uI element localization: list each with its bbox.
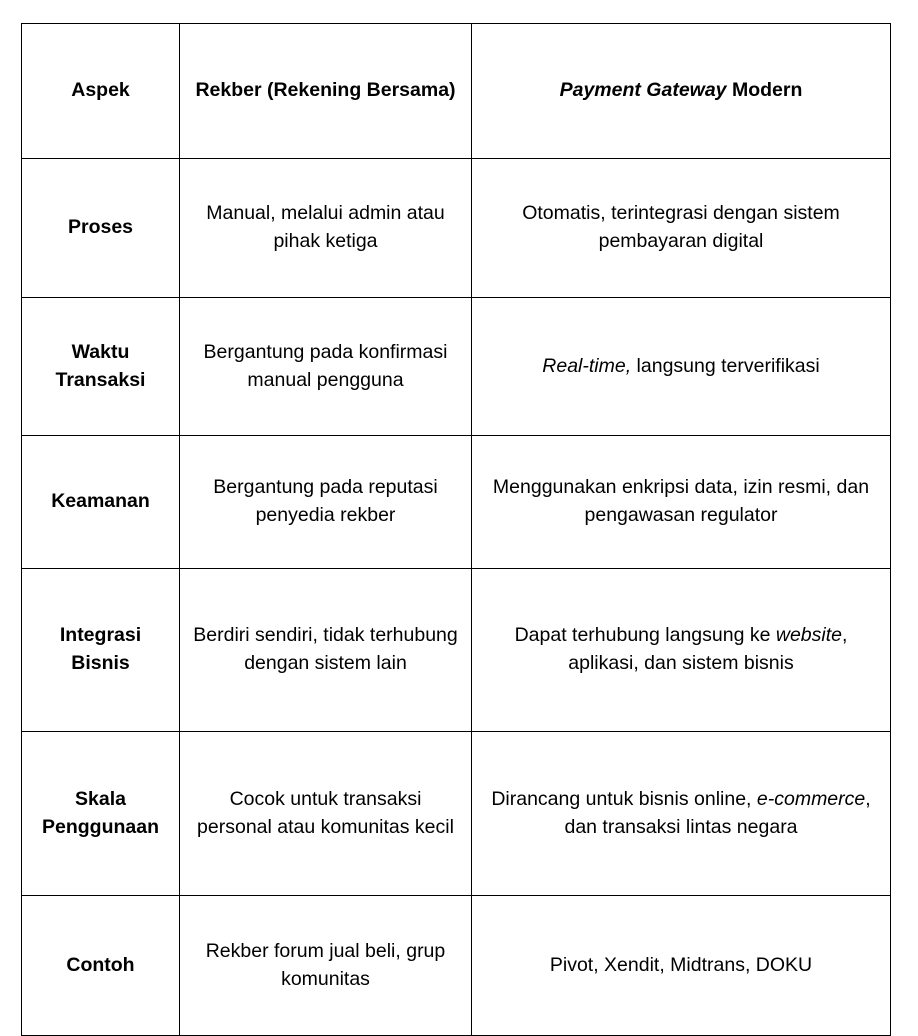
table-row [22,732,891,896]
cell-gateway-skala-penggunaan-rest: , dan transaksi lintas negara [564,787,871,838]
column-header-payment-gateway [472,24,891,159]
cell-gateway-skala-penggunaan [472,732,891,896]
cell-gateway-skala-penggunaan-pre: Dirancang untuk bisnis online, [491,787,757,810]
cell-rekber-integrasi-bisnis: Berdiri sendiri, tidak terhubung dengan sistem lain [180,569,472,732]
cell-gateway-integrasi-bisnis-rest: , aplikasi, dan sistem bisnis [568,624,848,674]
table-row [22,896,891,1036]
cell-gateway-waktu-transaksi-rest: langsung terverifikasi [631,354,820,377]
table-row [22,569,891,732]
table-row [22,298,891,436]
cell-gateway-contoh: Pivot, Xendit, Midtrans, DOKU [472,896,891,1036]
column-header-payment-gateway-italic: Payment Gateway [559,79,727,102]
cell-gateway-waktu-transaksi [472,298,891,436]
cell-rekber-keamanan: Bergantung pada reputasi penyedia rekber [180,436,472,569]
column-header-rekber: Rekber (Rekening Bersama) [180,24,472,159]
table-row [22,436,891,569]
cell-rekber-skala-penggunaan: Cocok untuk transaksi personal atau komunitas kecil [180,732,472,896]
comparison-table [21,23,891,1036]
cell-rekber-waktu-transaksi: Bergantung pada konfirmasi manual pengguna [180,298,472,436]
row-aspect-skala-penggunaan: Skala Penggunaan [22,732,180,896]
table-header-row [22,24,891,159]
cell-gateway-skala-penggunaan-italic: e-commerce [756,787,866,810]
cell-rekber-proses: Manual, melalui admin atau pihak ketiga [180,159,472,298]
table-row [22,159,891,298]
row-aspect-proses: Proses [22,159,180,298]
cell-gateway-integrasi-bisnis-italic: website [775,624,842,647]
row-aspect-integrasi-bisnis: Integrasi Bisnis [22,569,180,732]
row-aspect-waktu-transaksi: Waktu Transaksi [22,298,180,436]
row-aspect-contoh: Contoh [22,896,180,1036]
cell-gateway-proses: Otomatis, terintegrasi dengan sistem pembayaran digital [472,159,891,298]
cell-gateway-keamanan: Menggunakan enkripsi data, izin resmi, dan pengawasan regulator [472,436,891,569]
cell-gateway-waktu-transaksi-italic: Real-time, [542,354,632,377]
column-header-payment-gateway-rest: Modern [726,79,803,102]
cell-rekber-contoh: Rekber forum jual beli, grup komunitas [180,896,472,1036]
cell-gateway-integrasi-bisnis [472,569,891,732]
cell-gateway-integrasi-bisnis-pre: Dapat terhubung langsung ke [514,624,776,647]
row-aspect-keamanan: Keamanan [22,436,180,569]
column-header-aspek: Aspek [22,24,180,159]
